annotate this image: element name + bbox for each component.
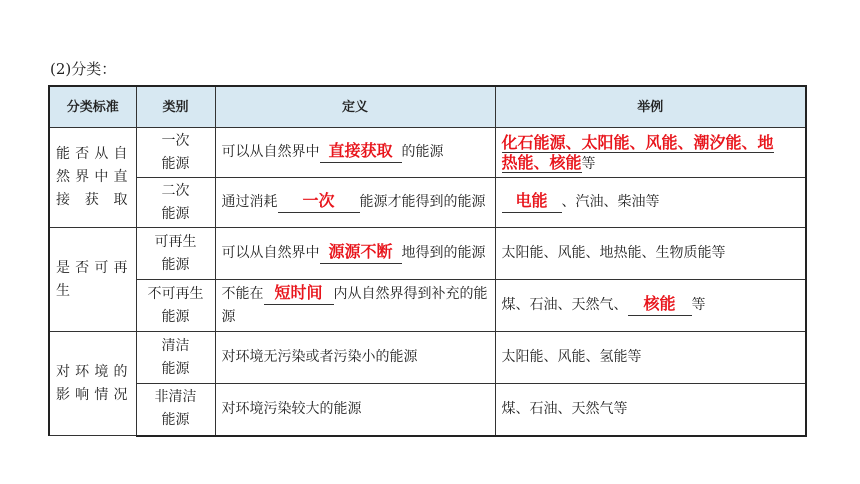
category-label: 能源: [161, 360, 190, 377]
category-label: 能源: [161, 155, 190, 172]
example-text: 等: [581, 155, 596, 172]
answer-text: 一次: [302, 191, 335, 210]
section-heading: (2)分类：: [50, 60, 117, 78]
category-label: 二次: [161, 182, 190, 199]
definition-text: 通过消耗: [221, 194, 278, 210]
definition-cell: 对环境污染较大的能源: [215, 384, 495, 436]
answer-text: 热能、核能: [501, 152, 582, 172]
table-row: [49, 228, 806, 280]
definition-text: 不能在: [221, 285, 264, 302]
category-label: 能源: [161, 256, 190, 273]
standard-cell: 是否可再生: [49, 228, 136, 332]
definition-text: 内从自然界得到补充的能源: [221, 285, 488, 325]
answer-text: 直接获取: [328, 141, 393, 160]
category-cell: [136, 228, 215, 280]
column-header-category: 类别: [136, 86, 215, 128]
definition-text: 可以从自然界中: [221, 144, 320, 160]
table-row: [49, 384, 806, 436]
definition-cell: 对环境无污染或者污染小的能源: [215, 332, 495, 384]
category-label: 能源: [161, 412, 190, 429]
table-row: [49, 178, 806, 228]
category-label: 非清洁: [154, 389, 197, 406]
definition-text: 的能源: [401, 144, 444, 160]
table-row: [49, 332, 806, 384]
category-label: 可再生: [154, 233, 197, 250]
example-cell: [495, 280, 806, 332]
table-row: [49, 280, 806, 332]
energy-classification-table: [48, 85, 807, 437]
example-text: 煤、石油、天然气、: [501, 297, 628, 313]
column-header-examples: 举例: [495, 86, 806, 128]
column-header-standard: 分类标准: [49, 86, 136, 128]
example-cell: 煤、石油、天然气等: [495, 384, 806, 436]
category-cell: [136, 178, 215, 228]
example-cell: [495, 128, 806, 178]
definition-text: 能源才能得到的能源: [359, 194, 486, 210]
definition-cell: [215, 178, 495, 228]
answer-text: 化石能源、太阳能、风能、潮汐能、地: [501, 132, 774, 152]
example-text: 、汽油、柴油等: [561, 194, 660, 210]
answer-blank: [502, 191, 562, 213]
example-cell: [495, 178, 806, 228]
definition-text: 可以从自然界中: [221, 245, 320, 261]
category-cell: [136, 128, 215, 178]
definition-text: 地得到的能源: [401, 245, 486, 261]
answer-blank: [264, 283, 334, 305]
table-row: [49, 128, 806, 178]
definition-cell: [215, 280, 495, 332]
standard-cell: 对环境的影响情况: [49, 332, 136, 436]
definition-cell: [215, 228, 495, 280]
answer-blank: [628, 294, 692, 316]
category-cell: [136, 280, 215, 332]
standard-cell: 能否从自然界中直接获取: [49, 128, 136, 228]
definition-cell: [215, 128, 495, 178]
answer-blank: [320, 242, 402, 264]
category-cell: [136, 332, 215, 384]
table-header-row: [49, 86, 806, 128]
category-label: 不可再生: [147, 285, 204, 302]
answer-blank: [278, 191, 360, 213]
category-label: 清洁: [161, 337, 190, 354]
category-label: 能源: [161, 308, 190, 325]
category-label: 一次: [161, 132, 190, 149]
answer-text: 核能: [643, 294, 676, 313]
column-header-definition: 定义: [215, 86, 495, 128]
answer-text: 源源不断: [328, 242, 393, 261]
answer-text: 电能: [515, 191, 548, 210]
answer-text: 短时间: [274, 282, 323, 302]
example-cell: 太阳能、风能、氢能等: [495, 332, 806, 384]
example-text: 等: [691, 297, 706, 313]
category-cell: [136, 384, 215, 436]
answer-blank: [320, 141, 402, 163]
category-label: 能源: [161, 205, 190, 222]
example-cell: 太阳能、风能、地热能、生物质能等: [495, 228, 806, 280]
